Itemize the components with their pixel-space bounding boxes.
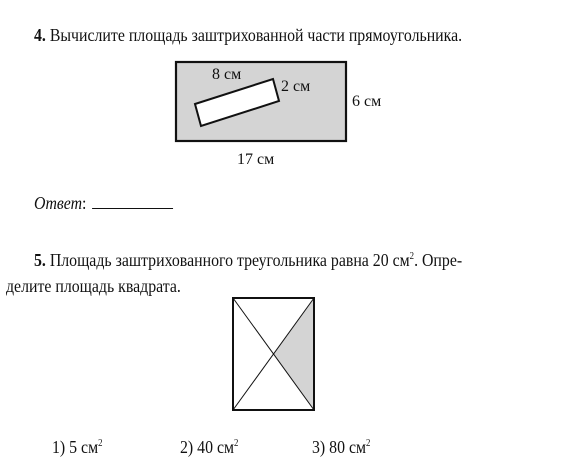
option-3-label: 3) 80 см <box>312 437 367 457</box>
task4-number: 4. <box>34 25 46 45</box>
label-17cm: 17 см <box>237 151 275 168</box>
task4-text: Вычислите площадь заштрихованной части прямоугольника. <box>49 25 463 45</box>
option-3-sup: 2 <box>366 438 371 449</box>
option-3[interactable] <box>312 436 370 458</box>
task5-text-line1-end: . Опре- <box>414 250 463 270</box>
option-2-sup: 2 <box>234 438 239 449</box>
option-1-sup: 2 <box>98 438 103 449</box>
answer-label: Ответ <box>34 193 83 213</box>
option-2[interactable] <box>180 436 238 458</box>
label-2cm: 2 см <box>281 78 311 95</box>
option-1-label: 1) 5 см <box>52 437 99 457</box>
option-2-label: 2) 40 см <box>180 437 235 457</box>
option-1[interactable] <box>52 436 102 458</box>
answer-colon: : <box>82 193 87 213</box>
shaded-triangle <box>273 298 314 410</box>
label-6cm: 6 см <box>352 93 382 110</box>
task5-text-line2: делите площадь квадрата. <box>6 276 181 296</box>
task5-text-sup: 2 <box>409 251 415 262</box>
task5-number: 5. <box>34 250 46 270</box>
task5-text-line1: Площадь заштрихованного треугольника равна 20 см <box>49 250 410 270</box>
label-8cm: 8 см <box>212 66 242 83</box>
